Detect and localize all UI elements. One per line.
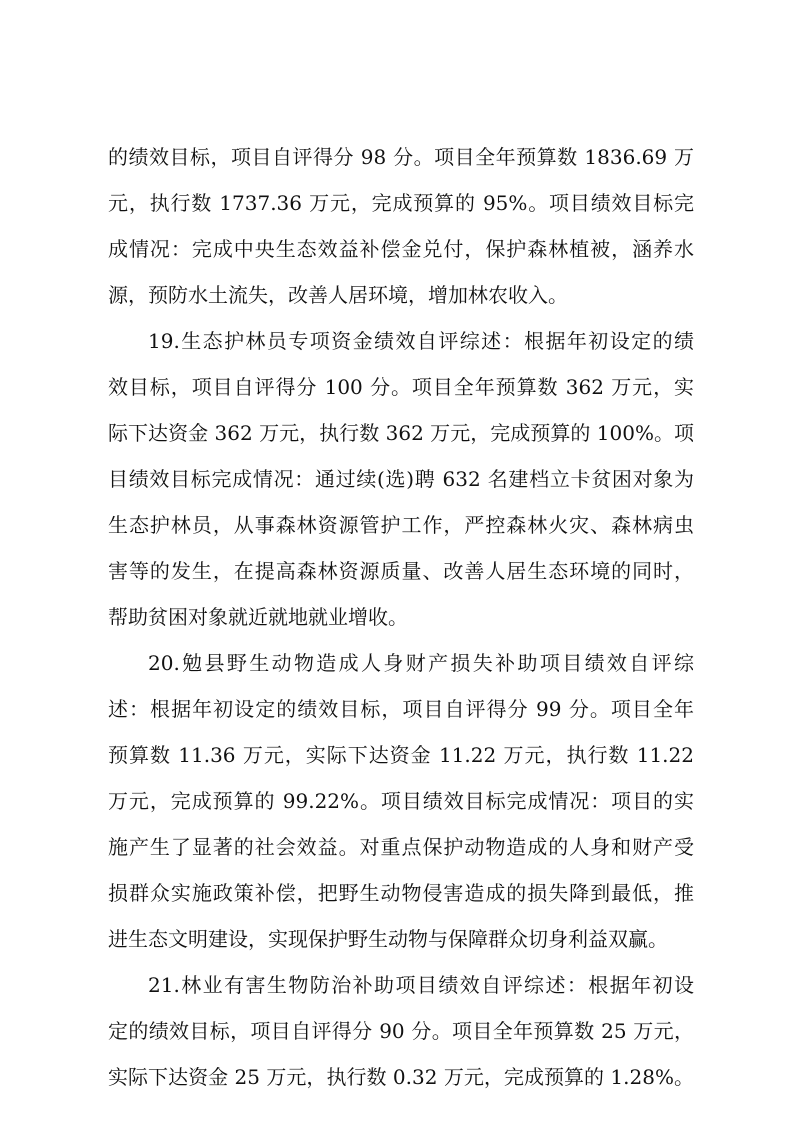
text-line: 进生态文明建设，实现保护野生动物与保障群众切身利益双赢。 [108, 927, 668, 951]
text-line: 元，执行数 1737.36 万元，完成预算的 95%。项目绩效目标完 [108, 191, 694, 215]
text-line: 定的绩效目标，项目自评得分 90 分。项目全年预算数 25 万元， [108, 1019, 694, 1043]
text-line: 实际下达资金 25 万元，执行数 0.32 万元，完成预算的 1.28%。 [108, 1065, 694, 1089]
text-line: 成情况：完成中央生态效益补偿金兑付，保护森林植被，涵养水 [108, 237, 694, 261]
text-line: 述：根据年初设定的绩效目标，项目自评得分 99 分。项目全年 [108, 697, 694, 721]
paragraph-19-first-line: 19.生态护林员专项资金绩效自评综述：根据年初设定的绩 [148, 329, 694, 353]
text-line: 害等的发生，在提高森林资源质量、改善人居生态环境的同时， [108, 559, 694, 583]
text-line: 施产生了显著的社会效益。对重点保护动物造成的人身和财产受 [108, 835, 694, 859]
text-line: 际下达资金 362 万元，执行数 362 万元，完成预算的 100%。项 [108, 421, 694, 445]
text-line: 效目标，项目自评得分 100 分。项目全年预算数 362 万元，实 [108, 375, 694, 399]
text-line: 源，预防水土流失，改善人居环境，增加林农收入。 [108, 283, 568, 307]
text-line: 预算数 11.36 万元，实际下达资金 11.22 万元，执行数 11.22 [108, 743, 694, 767]
text-line: 的绩效目标，项目自评得分 98 分。项目全年预算数 1836.69 万 [108, 145, 694, 169]
paragraph-20-first-line: 20.勉县野生动物造成人身财产损失补助项目绩效自评综 [148, 651, 694, 675]
paragraph-21-first-line: 21.林业有害生物防治补助项目绩效自评综述：根据年初设 [148, 973, 694, 997]
text-line: 万元，完成预算的 99.22%。项目绩效目标完成情况：项目的实 [108, 789, 694, 813]
text-line: 帮助贫困对象就近就地就业增收。 [108, 605, 408, 629]
text-line: 目绩效目标完成情况：通过续(选)聘 632 名建档立卡贫困对象为 [108, 467, 694, 491]
text-line: 损群众实施政策补偿，把野生动物侵害造成的损失降到最低，推 [108, 881, 694, 905]
text-line: 生态护林员，从事森林资源管护工作，严控森林火灾、森林病虫 [108, 513, 694, 537]
